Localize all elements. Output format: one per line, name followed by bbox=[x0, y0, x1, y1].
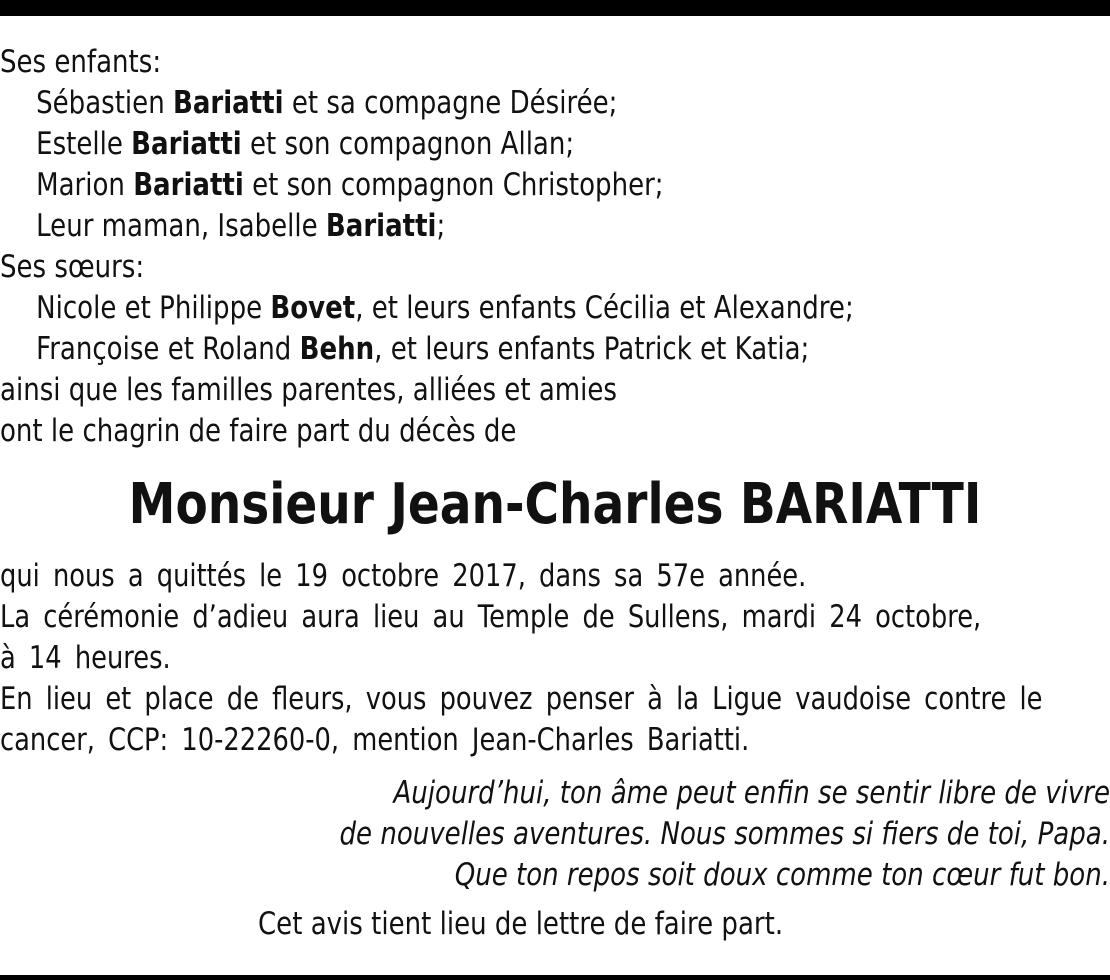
donation-info: En lieu et place de fleurs, vous pouvez penser à la Ligue vaudoise contre le bbox=[0, 681, 1043, 717]
quote-line: Aujourd’hui, ton âme peut enfin se sentir libre de vivre bbox=[393, 775, 1110, 811]
child-entry: Estelle Bariatti et son compagnon Allan; bbox=[36, 126, 575, 162]
family-surname: Bariatti bbox=[172, 85, 284, 121]
family-surname: Bariatti bbox=[133, 167, 244, 203]
mother-entry: Leur maman, Isabelle Bariatti; bbox=[36, 208, 446, 244]
death-notice bbox=[0, 42, 1110, 945]
announcement-line: ont le chagrin de faire part du décès de bbox=[0, 413, 517, 449]
ceremony-info: La cérémonie d’adieu aura lieu au Temple de Sullens, mardi 24 octobre, bbox=[0, 599, 982, 635]
child-entry: Marion Bariatti et son compagnon Christopher; bbox=[36, 167, 664, 203]
family-surname: Bovet bbox=[270, 290, 356, 326]
ceremony-time: à 14 heures. bbox=[0, 640, 171, 676]
children-heading: Ses enfants: bbox=[0, 44, 162, 80]
quote-line: de nouvelles aventures. Nous sommes si fiers de toi, Papa. bbox=[339, 816, 1110, 852]
farewell-quote bbox=[0, 773, 1110, 896]
family-surname: Bariatti bbox=[325, 208, 437, 244]
date-of-passing: qui nous a quittés le 19 octobre 2017, dans sa 57e année. bbox=[0, 558, 807, 594]
deceased-name: Monsieur Jean-Charles BARIATTI bbox=[128, 472, 982, 537]
bottom-rule bbox=[0, 975, 1110, 980]
sister-entry: Nicole et Philippe Bovet, et leurs enfants Cécilia et Alexandre; bbox=[36, 290, 854, 326]
child-entry: Sébastien Bariatti et sa compagne Désirée; bbox=[36, 85, 618, 121]
closing-note: Cet avis tient lieu de lettre de faire part. bbox=[258, 906, 784, 942]
top-rule bbox=[0, 0, 1110, 16]
quote-line: Que ton repos soit doux comme ton cœur fut bon. bbox=[454, 857, 1110, 893]
sisters-heading: Ses sœurs: bbox=[0, 249, 145, 285]
sister-entry: Françoise et Roland Behn, et leurs enfants Patrick et Katia; bbox=[36, 331, 810, 367]
family-surname: Bariatti bbox=[131, 126, 242, 162]
family-surname: Behn bbox=[299, 331, 375, 367]
extended-family-line: ainsi que les familles parentes, alliées et amies bbox=[0, 372, 617, 408]
donation-account: cancer, CCP: 10-22260-0, mention Jean-Charles Bariatti. bbox=[0, 722, 750, 758]
